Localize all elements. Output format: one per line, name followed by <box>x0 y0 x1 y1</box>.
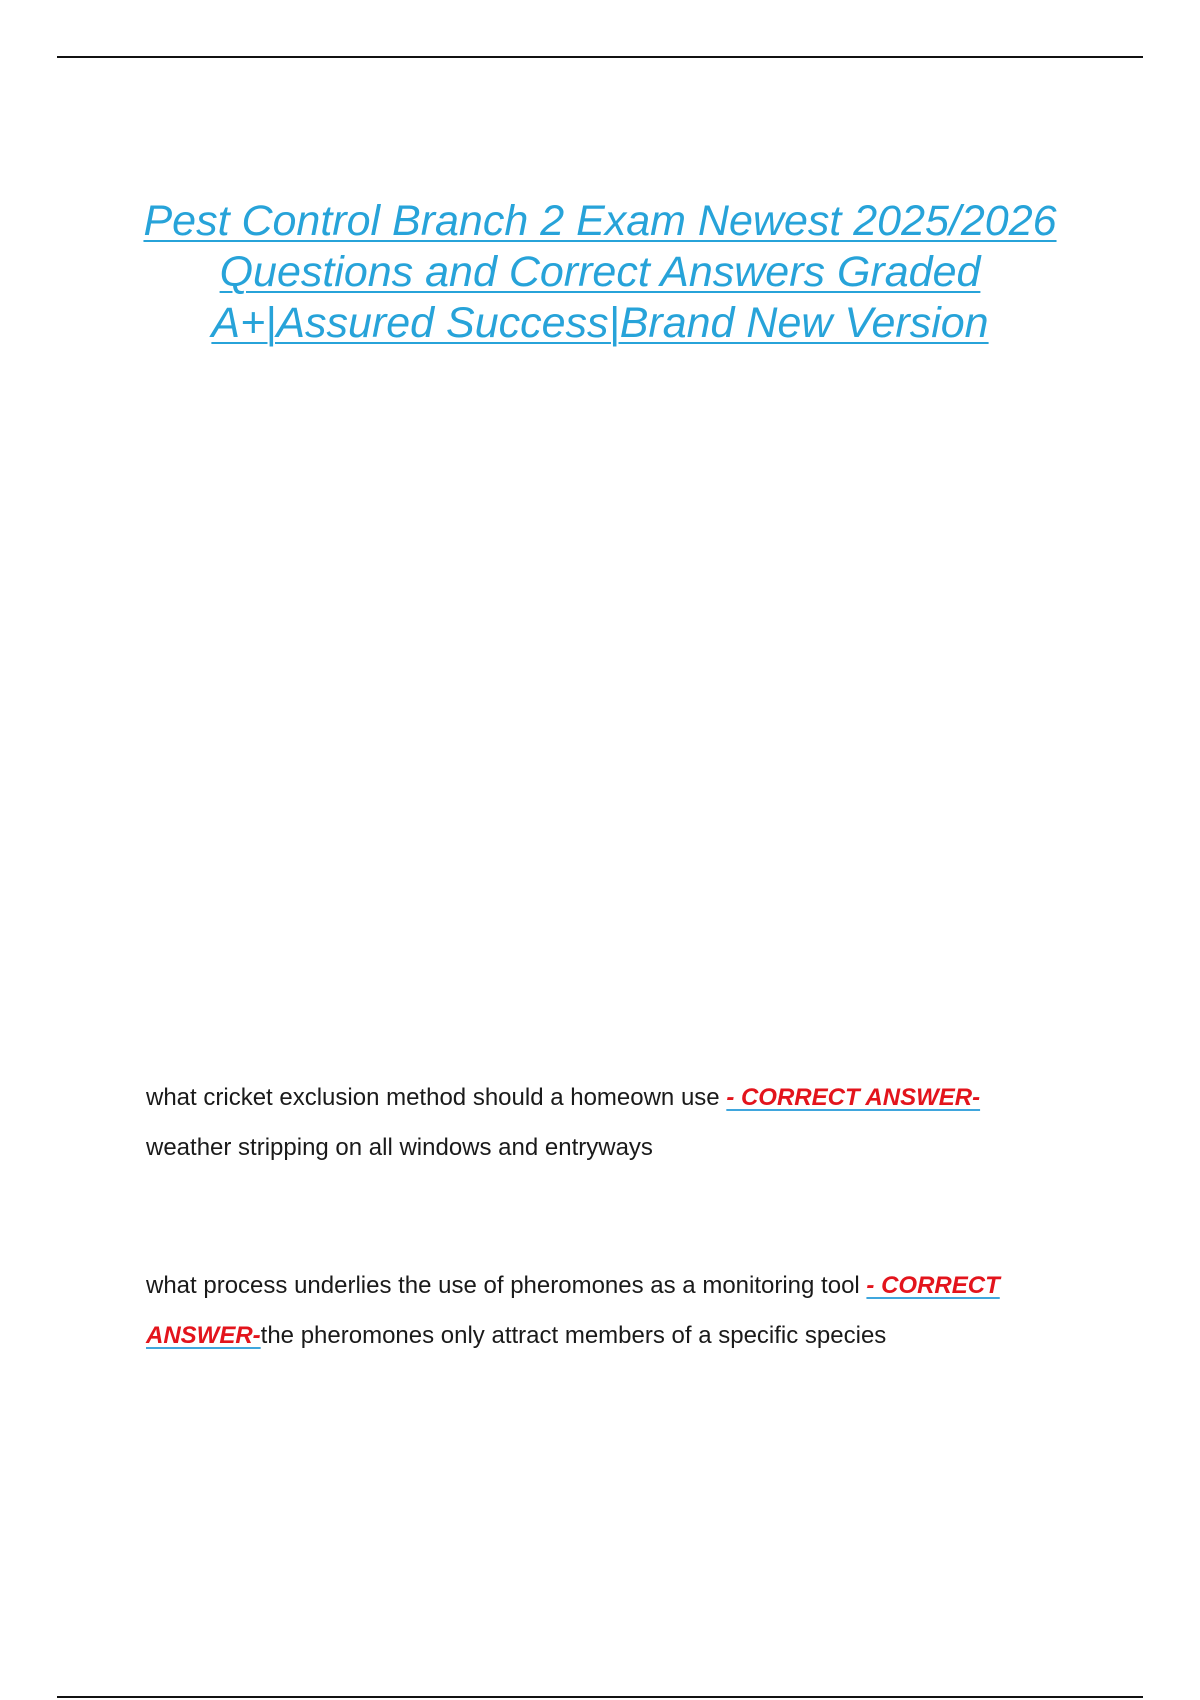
question-text-2: what process underlies the use of pheromones as a monitoring tool <box>146 1272 867 1299</box>
document-title[interactable]: Pest Control Branch 2 Exam Newest 2025/2026 Questions and Correct Answers Graded A+|Assured Success|Brand New Version <box>143 197 1057 347</box>
footer-rule <box>57 1696 1143 1698</box>
qa-item-1 <box>146 1073 1081 1173</box>
correct-answer-tag-2[interactable]: - CORRECT ANSWER- <box>146 1272 1000 1349</box>
qa-item-2 <box>146 1261 1081 1361</box>
answer-text-1: weather stripping on all windows and entryways <box>146 1134 653 1161</box>
header-rule <box>57 56 1143 58</box>
answer-text-2: the pheromones only attract members of a specific species <box>260 1322 887 1349</box>
question-text-1: what cricket exclusion method should a homeown use <box>146 1084 727 1111</box>
correct-answer-tag-1[interactable]: - CORRECT ANSWER- <box>726 1084 981 1111</box>
